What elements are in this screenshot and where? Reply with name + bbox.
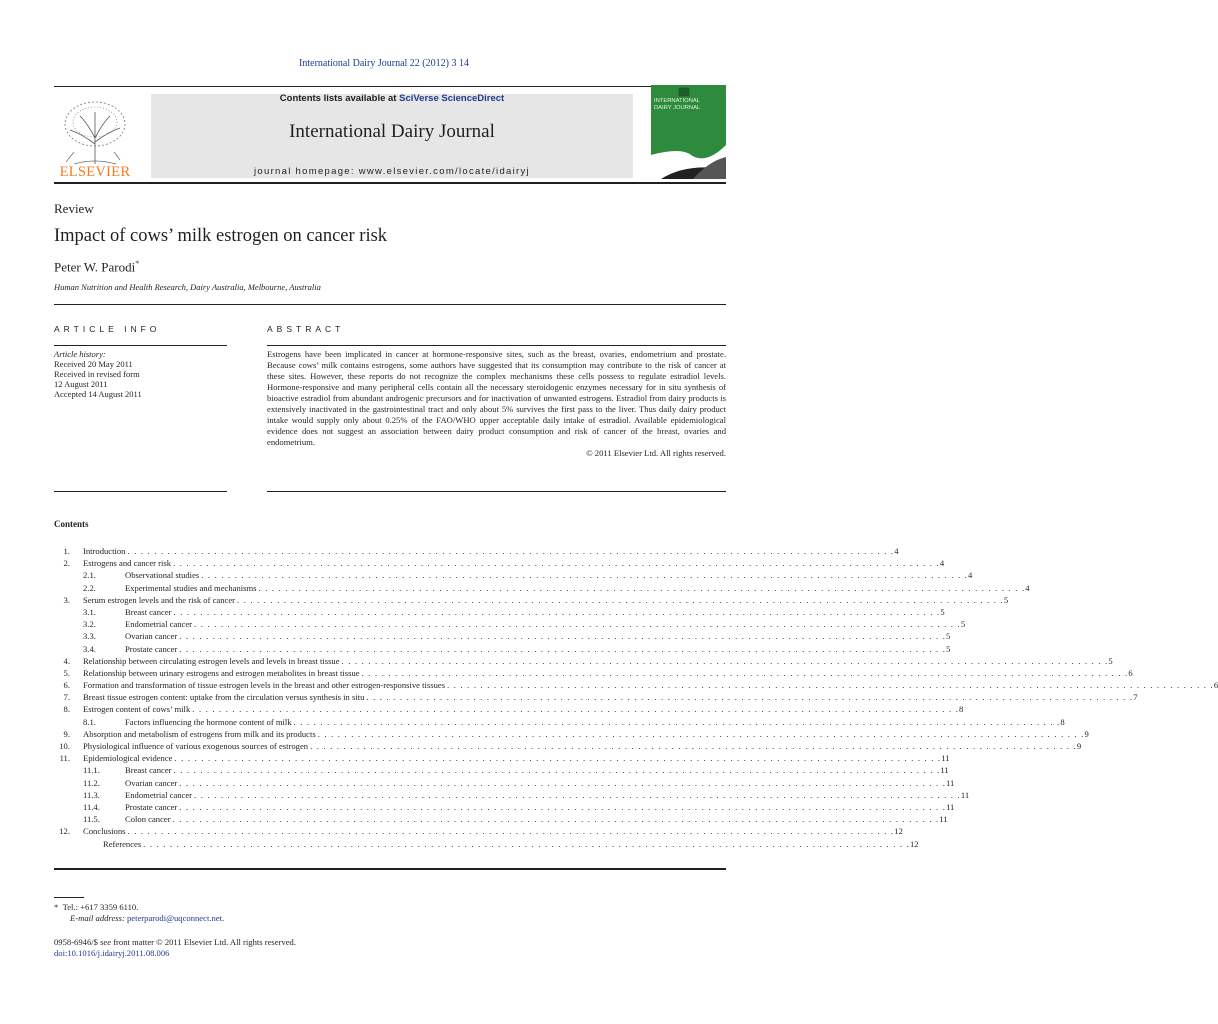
toc-leader-dots: . . . . . . . . . . . . . . . . . . . . . . . . . . . . . . . . . . . . . . . . . . . . . . . . . . . . . . . . . . . . . . . . . . . . . . . . . . . . . . . . . . . . . . . . . . . . . . . . . . . . . . . . . . . . . . . . . . .: [179, 801, 947, 812]
toc-entry[interactable]: [54, 752, 950, 764]
toc-entry[interactable]: [54, 691, 1138, 703]
footnote-email-line: E-mail address: peterparodi@uqconnect.net.: [70, 913, 225, 923]
toc-number: 1.: [63, 546, 70, 556]
toc-number: 8.1.: [83, 716, 96, 727]
table-of-contents: [54, 545, 1218, 850]
toc-number: 6.: [63, 680, 70, 691]
toc-entry[interactable]: [54, 643, 951, 655]
cover-title: INTERNATIONAL DAIRY JOURNAL: [654, 98, 701, 111]
footnote: [54, 902, 224, 924]
toc-page-number: 5: [960, 619, 966, 630]
article-info-rule: [54, 345, 227, 346]
toc-page-number: 11: [940, 765, 949, 776]
toc-number: 12.: [59, 826, 70, 837]
abstract-copyright: © 2011 Elsevier Ltd. All rights reserved.: [586, 448, 726, 458]
footnote-rule: [54, 897, 84, 898]
toc-number: 2.2.: [83, 582, 96, 593]
toc-leader-dots: . . . . . . . . . . . . . . . . . . . . . . . . . . . . . . . . . . . . . . . . . . . . . . . . . . . . . . . . . . . . . . . . . . . . . . . . . . . . . . . . . . . . . . . . . . . . . . . . . . . . . . . . . . . . . . . . . . .: [173, 765, 941, 776]
email-label: E-mail address:: [70, 913, 127, 923]
toc-title: Epidemiological evidence: [83, 753, 173, 764]
footnote-tel: Tel.: +617 3359 6110.: [62, 902, 139, 912]
toc-number: 4.: [63, 655, 70, 666]
toc-title: Physiological influence of various exogenous sources of estrogen: [83, 741, 309, 751]
toc-number: 3.1.: [83, 606, 96, 617]
contents-available-text: Contents lists available at: [279, 93, 400, 104]
toc-entry[interactable]: [54, 728, 1089, 740]
toc-entry[interactable]: [54, 777, 955, 789]
elsevier-wordmark: ELSEVIER: [59, 164, 131, 180]
toc-entry[interactable]: [54, 838, 919, 850]
toc-title: Absorption and metabolism of estrogens from milk and its products: [83, 728, 316, 739]
toc-entry[interactable]: [54, 545, 899, 557]
email-link[interactable]: peterparodi@uqconnect.net: [126, 913, 222, 923]
toc-page-number: 11: [960, 789, 970, 800]
toc-title: Estrogen content of cows’ milk: [83, 704, 191, 715]
abstract-text: Estrogens have been implicated in cancer at hormone-responsive sites, such as the breast, ovaries, endometrium and prostate. Because cows’ milk contains estrogens, some authors have suggested that its consumption may contribute to the risk of cancer at these sites. However, these reports do not recognize the complex mechanisms these cells possess to regulate estradiol levels. Hormone-responsive and many peripheral cells contain all the necessary steroidogenic enzymes necessary for in situ synthesis of bioactive estradiol from abundant androgenic precursors and for inactivation of unwanted estrogens. Estradiol from dairy products is extensively inactivated in the gastrointestinal tract and only about 5% survives the first pass to the liver. Thus daily dairy product intake would supply only about 0.25% of the FAO/WHO upper acceptable daily intake of estradiol. Available epidemiological evidence does not suggest an association between dairy product consumption and risk of cancer of the breast, ovaries and endometrium.: [267, 349, 726, 447]
elsevier-logo: [54, 94, 136, 182]
author-affiliation: Human Nutrition and Health Research, Dairy Australia, Melbourne, Australia: [54, 282, 321, 292]
toc-title: Colon cancer: [125, 814, 171, 825]
footnote-mark: *: [54, 902, 59, 912]
toc-title: References: [103, 838, 142, 849]
toc-entry[interactable]: [54, 655, 1113, 667]
history-item: Received 20 May 2011: [54, 359, 133, 369]
toc-title: Prostate cancer: [125, 801, 178, 812]
sciverse-link[interactable]: SciVerse ScienceDirect: [399, 93, 505, 104]
toc-entry[interactable]: [54, 764, 949, 776]
header-top-rule: [54, 86, 726, 87]
toc-number: 11.1.: [83, 765, 100, 776]
toc-leader-dots: . . . . . . . . . . . . . . . . . . . . . . . . . . . . . . . . . . . . . . . . . . . . . . . . . . . . . . . . . . . . . . . . . . . . . . . . . . . . . . . . . . . . . . . . . . . . . . . . . . . . . . . . . . . . . . . . . . .: [173, 606, 941, 617]
toc-title: Ovarian cancer: [125, 631, 178, 642]
article-info-heading: ARTICLE INFO: [54, 324, 161, 334]
toc-number: 3.3.: [83, 631, 96, 642]
toc-entry[interactable]: [54, 630, 951, 642]
toc-title: Breast cancer: [125, 765, 172, 776]
toc-number: 7.: [63, 692, 70, 703]
toc-leader-dots: . . . . . . . . . . . . . . . . . . . . . . . . . . . . . . . . . . . . . . . . . . . . . . . . . . . . . . . . . . . . . . . . . . . . . . . . . . . . . . . . . . . . . . . . . . . . . . . . . . . . . . . . . . . . . . . . . . .: [341, 655, 1109, 666]
toc-page-number: 5: [1108, 655, 1113, 666]
article-info-bottom-rule: [54, 491, 227, 492]
footnote-tel-line: [54, 902, 224, 913]
toc-page-number: 12: [909, 838, 919, 849]
toc-entry[interactable]: [54, 703, 964, 715]
toc-page-number: 5: [1003, 594, 1009, 605]
issn-line: 0958-6946/$ see front matter © 2011 Elsevier Ltd. All rights reserved.: [54, 937, 297, 947]
toc-leader-dots: . . . . . . . . . . . . . . . . . . . . . . . . . . . . . . . . . . . . . . . . . . . . . . . . . . . . . . . . . . . . . . . . . . . . . . . . . . . . . . . . . . . . . . . . . . . . . . . . . . . . . . . . . . . . . . . . . . .: [194, 789, 961, 800]
toc-leader-dots: . . . . . . . . . . . . . . . . . . . . . . . . . . . . . . . . . . . . . . . . . . . . . . . . . . . . . . . . . . . . . . . . . . . . . . . . . . . . . . . . . . . . . . . . . . . . . . . . . . . . . . . . . . . . . . . . . . .: [447, 680, 1214, 691]
toc-entry[interactable]: [54, 557, 945, 569]
toc-entry[interactable]: [54, 679, 1218, 691]
toc-title: Prostate cancer: [125, 643, 178, 654]
toc-entry[interactable]: [54, 813, 948, 825]
toc-leader-dots: . . . . . . . . . . . . . . . . . . . . . . . . . . . . . . . . . . . . . . . . . . . . . . . . . . . . . . . . . . . . . . . . . . . . . . . . . . . . . . . . . . . . . . . . . . . . . . . . . . . . . . . . . . . . . . . . . . .: [293, 716, 1061, 727]
toc-page-number: 7: [1133, 692, 1138, 703]
toc-page-number: 4: [939, 558, 945, 569]
toc-number: 9.: [63, 728, 70, 739]
toc-number: 11.4.: [83, 801, 100, 812]
journal-citation: International Dairy Journal 22 (2012) 3 14: [299, 58, 469, 69]
journal-cover-thumbnail: [651, 85, 726, 179]
toc-title: Breast tissue estrogen content: uptake from the circulation versus synthesis in situ: [83, 692, 365, 703]
toc-page-number: 9: [1076, 741, 1082, 751]
toc-entry[interactable]: [54, 606, 945, 618]
toc-page-number: 4: [894, 546, 899, 556]
toc-number: 2.1.: [83, 570, 96, 581]
toc-leader-dots: . . . . . . . . . . . . . . . . . . . . . . . . . . . . . . . . . . . . . . . . . . . . . . . . . . . . . . . . . . . . . . . . . . . . . . . . . . . . . . . . . . . . . . . . . . . . . . . . . . . . . . . . . . . . . . . . . . .: [361, 667, 1129, 678]
toc-leader-dots: . . . . . . . . . . . . . . . . . . . . . . . . . . . . . . . . . . . . . . . . . . . . . . . . . . . . . . . . . . . . . . . . . . . . . . . . . . . . . . . . . . . . . . . . . . . . . . . . . . . . . . . . . . . . . . . . . . .: [310, 741, 1077, 751]
toc-title: Observational studies: [125, 570, 200, 581]
header-bottom-rule: [54, 182, 726, 184]
toc-page-number: 5: [940, 606, 945, 617]
toc-page-number: 6: [1128, 667, 1133, 678]
article-history: [54, 349, 142, 399]
journal-homepage[interactable]: journal homepage: www.elsevier.com/locate/idairyj: [254, 166, 530, 177]
issn-block: [54, 937, 296, 959]
toc-leader-dots: . . . . . . . . . . . . . . . . . . . . . . . . . . . . . . . . . . . . . . . . . . . . . . . . . . . . . . . . . . . . . . . . . . . . . . . . . . . . . . . . . . . . . . . . . . . . . . . . . . . . . . . . . . . . . . . . . . .: [317, 728, 1085, 739]
toc-leader-dots: . . . . . . . . . . . . . . . . . . . . . . . . . . . . . . . . . . . . . . . . . . . . . . . . . . . . . . . . . . . . . . . . . . . . . . . . . . . . . . . . . . . . . . . . . . . . . . . . . . . . . . . . . . . . . . . . . . .: [173, 558, 940, 569]
toc-page-number: 8: [1060, 716, 1065, 727]
contents-heading: Contents: [54, 519, 89, 529]
toc-page-number: 8: [959, 704, 964, 715]
abstract-body: [267, 349, 726, 459]
toc-entry[interactable]: [54, 825, 903, 837]
toc-leader-dots: . . . . . . . . . . . . . . . . . . . . . . . . . . . . . . . . . . . . . . . . . . . . . . . . . . . . . . . . . . . . . . . . . . . . . . . . . . . . . . . . . . . . . . . . . . . . . . . . . . . . . . . . . . . . . . . . . . .: [194, 619, 961, 630]
toc-title: Experimental studies and mechanisms: [125, 582, 257, 593]
toc-page-number: 5: [946, 631, 951, 642]
toc-page-number: 9: [1084, 728, 1089, 739]
toc-entry[interactable]: [54, 716, 1065, 728]
article-type: Review: [54, 201, 94, 216]
toc-title: Factors influencing the hormone content of milk: [125, 716, 292, 727]
journal-title: International Dairy Journal: [289, 121, 495, 142]
toc-number: 10.: [59, 741, 70, 751]
history-item: Accepted 14 August 2011: [54, 389, 142, 399]
toc-entry[interactable]: [54, 618, 966, 630]
toc-title: Relationship between urinary estrogens and estrogen metabolites in breast tissue: [83, 667, 360, 678]
toc-title: Relationship between circulating estrogen levels and levels in breast tissue: [83, 655, 340, 666]
toc-entry[interactable]: [54, 594, 1009, 606]
toc-page-number: 5: [946, 643, 951, 654]
toc-title: Endometrial cancer: [125, 789, 193, 800]
toc-title: Breast cancer: [125, 606, 172, 617]
toc-entry[interactable]: [54, 582, 1030, 594]
toc-page-number: 11: [939, 814, 948, 825]
toc-leader-dots: . . . . . . . . . . . . . . . . . . . . . . . . . . . . . . . . . . . . . . . . . . . . . . . . . . . . . . . . . . . . . . . . . . . . . . . . . . . . . . . . . . . . . . . . . . . . . . . . . . . . . . . . . . . . . . . . . . .: [258, 582, 1026, 593]
toc-page-number: 4: [968, 570, 973, 581]
toc-number: 2.: [63, 558, 70, 569]
doi-link[interactable]: doi:10.1016/j.idairyj.2011.08.006: [54, 948, 170, 958]
abstract-rule: [267, 345, 726, 346]
toc-leader-dots: . . . . . . . . . . . . . . . . . . . . . . . . . . . . . . . . . . . . . . . . . . . . . . . . . . . . . . . . . . . . . . . . . . . . . . . . . . . . . . . . . . . . . . . . . . . . . . . . . . . . . . . . . . . . . . . . . . .: [201, 570, 969, 581]
toc-title: Formation and transformation of tissue estrogen levels in the breast and other estrogen-responsive tissues: [83, 680, 446, 691]
toc-page-number: 11: [941, 753, 950, 764]
contents-bottom-rule: [54, 868, 726, 870]
toc-number: 11.2.: [83, 777, 100, 788]
toc-number: 3.4.: [83, 643, 96, 654]
toc-title: Conclusions: [83, 826, 126, 837]
toc-leader-dots: . . . . . . . . . . . . . . . . . . . . . . . . . . . . . . . . . . . . . . . . . . . . . . . . . . . . . . . . . . . . . . . . . . . . . . . . . . . . . . . . . . . . . . . . . . . . . . . . . . . . . . . . . . . . . . . . . . .: [179, 643, 947, 654]
toc-leader-dots: . . . . . . . . . . . . . . . . . . . . . . . . . . . . . . . . . . . . . . . . . . . . . . . . . . . . . . . . . . . . . . . . . . . . . . . . . . . . . . . . . . . . . . . . . . . . . . . . . . . . . . . . . . . . . . . . . . .: [172, 814, 940, 825]
toc-number: 11.5.: [83, 814, 100, 825]
toc-title: Serum estrogen levels and the risk of cancer: [83, 594, 236, 605]
toc-leader-dots: . . . . . . . . . . . . . . . . . . . . . . . . . . . . . . . . . . . . . . . . . . . . . . . . . . . . . . . . . . . . . . . . . . . . . . . . . . . . . . . . . . . . . . . . . . . . . . . . . . . . . . . . . . . . . . . . . . .: [143, 838, 910, 849]
contents-available-line: [151, 93, 633, 104]
toc-entry[interactable]: [54, 789, 970, 801]
toc-leader-dots: . . . . . . . . . . . . . . . . . . . . . . . . . . . . . . . . . . . . . . . . . . . . . . . . . . . . . . . . . . . . . . . . . . . . . . . . . . . . . . . . . . . . . . . . . . . . . . . . . . . . . . . . . . . . . . . . . . .: [127, 546, 895, 556]
toc-title: Introduction: [83, 546, 126, 556]
toc-title: Estrogens and cancer risk: [83, 558, 172, 569]
toc-leader-dots: . . . . . . . . . . . . . . . . . . . . . . . . . . . . . . . . . . . . . . . . . . . . . . . . . . . . . . . . . . . . . . . . . . . . . . . . . . . . . . . . . . . . . . . . . . . . . . . . . . . . . . . . . . . . . . . . . . .: [366, 692, 1134, 703]
toc-number: 3.: [63, 594, 70, 605]
toc-leader-dots: . . . . . . . . . . . . . . . . . . . . . . . . . . . . . . . . . . . . . . . . . . . . . . . . . . . . . . . . . . . . . . . . . . . . . . . . . . . . . . . . . . . . . . . . . . . . . . . . . . . . . . . . . . . . . . . . . . .: [192, 704, 960, 715]
toc-page-number: 12: [894, 826, 903, 837]
toc-page-number: 4: [1025, 582, 1030, 593]
toc-entry[interactable]: [54, 740, 1082, 752]
author-line: [54, 259, 139, 275]
toc-entry[interactable]: [54, 569, 973, 581]
toc-page-number: 11: [946, 777, 955, 788]
article-title: Impact of cows’ milk estrogen on cancer risk: [54, 226, 388, 246]
toc-number: 3.2.: [83, 619, 96, 630]
author-name: Peter W. Parodi: [54, 259, 136, 275]
abstract-bottom-rule: [267, 491, 726, 492]
toc-leader-dots: . . . . . . . . . . . . . . . . . . . . . . . . . . . . . . . . . . . . . . . . . . . . . . . . . . . . . . . . . . . . . . . . . . . . . . . . . . . . . . . . . . . . . . . . . . . . . . . . . . . . . . . . . . . . . . . . . . .: [174, 753, 942, 764]
toc-leader-dots: . . . . . . . . . . . . . . . . . . . . . . . . . . . . . . . . . . . . . . . . . . . . . . . . . . . . . . . . . . . . . . . . . . . . . . . . . . . . . . . . . . . . . . . . . . . . . . . . . . . . . . . . . . . . . . . . . . .: [237, 594, 1004, 605]
author-footnote-mark[interactable]: *: [135, 259, 140, 268]
toc-number: 5.: [63, 667, 70, 678]
toc-number: 8.: [63, 704, 70, 715]
doi-line: [54, 948, 296, 959]
history-item: Received in revised form: [54, 369, 140, 379]
toc-title: Ovarian cancer: [125, 777, 178, 788]
abstract-heading: ABSTRACT: [267, 324, 345, 334]
toc-entry[interactable]: [54, 801, 955, 813]
toc-number: [54, 838, 103, 850]
toc-leader-dots: . . . . . . . . . . . . . . . . . . . . . . . . . . . . . . . . . . . . . . . . . . . . . . . . . . . . . . . . . . . . . . . . . . . . . . . . . . . . . . . . . . . . . . . . . . . . . . . . . . . . . . . . . . . . . . . . . . .: [127, 826, 895, 837]
toc-page-number: 6: [1213, 680, 1218, 691]
toc-entry[interactable]: [54, 667, 1133, 679]
affiliation-rule: [54, 304, 726, 305]
toc-title: Endometrial cancer: [125, 619, 193, 630]
history-item: 12 August 2011: [54, 379, 108, 389]
toc-number: 11.3.: [83, 789, 100, 800]
history-label: Article history:: [54, 349, 106, 359]
toc-number: 11.: [59, 753, 70, 764]
toc-leader-dots: . . . . . . . . . . . . . . . . . . . . . . . . . . . . . . . . . . . . . . . . . . . . . . . . . . . . . . . . . . . . . . . . . . . . . . . . . . . . . . . . . . . . . . . . . . . . . . . . . . . . . . . . . . . . . . . . . . .: [179, 631, 947, 642]
toc-leader-dots: . . . . . . . . . . . . . . . . . . . . . . . . . . . . . . . . . . . . . . . . . . . . . . . . . . . . . . . . . . . . . . . . . . . . . . . . . . . . . . . . . . . . . . . . . . . . . . . . . . . . . . . . . . . . . . . . . . .: [179, 777, 947, 788]
toc-page-number: 11: [946, 801, 955, 812]
